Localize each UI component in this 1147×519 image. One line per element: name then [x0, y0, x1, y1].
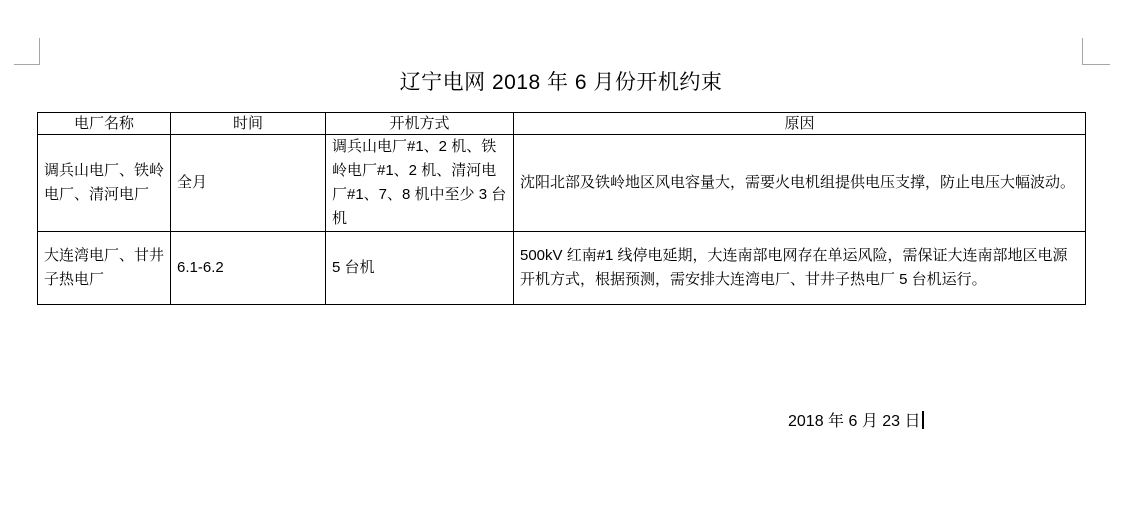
header-reason[interactable]: 原因	[514, 113, 1086, 135]
document-title[interactable]: 辽宁电网 2018 年 6 月份开机约束	[399, 71, 723, 94]
text-cursor	[922, 411, 924, 429]
table-header-row	[38, 113, 1086, 135]
header-plant-name[interactable]: 电厂名称	[38, 113, 171, 135]
date-text: 2018 年 6 月 23 日	[788, 413, 921, 430]
cell-time[interactable]: 6.1-6.2	[171, 232, 326, 305]
header-startup-mode[interactable]: 开机方式	[326, 113, 514, 135]
page-margin-mark-top-right	[1082, 38, 1110, 65]
constraints-table	[37, 112, 1086, 305]
cell-plant[interactable]: 调兵山电厂、铁岭电厂、清河电厂	[38, 135, 171, 232]
table-row	[38, 232, 1086, 305]
header-time[interactable]: 时间	[171, 113, 326, 135]
cell-startup-mode[interactable]: 调兵山电厂#1、2 机、铁岭电厂#1、2 机、清河电厂#1、7、8 机中至少 3 台机	[326, 135, 514, 232]
cell-time[interactable]: 全月	[171, 135, 326, 232]
cell-plant[interactable]: 大连湾电厂、甘井子热电厂	[38, 232, 171, 305]
cell-reason[interactable]: 沈阳北部及铁岭地区风电容量大，需要火电机组提供电压支撑，防止电压大幅波动。	[514, 135, 1086, 232]
cell-startup-mode[interactable]: 5 台机	[326, 232, 514, 305]
page-margin-mark-top-left	[14, 38, 40, 65]
cell-reason[interactable]: 500kV 红南#1 线停电延期，大连南部电网存在单运风险，需保证大连南部地区电源开机方式，根据预测，需安排大连湾电厂、甘井子热电厂 5 台机运行。	[514, 232, 1086, 305]
date-line[interactable]	[788, 410, 924, 433]
table-row	[38, 135, 1086, 232]
